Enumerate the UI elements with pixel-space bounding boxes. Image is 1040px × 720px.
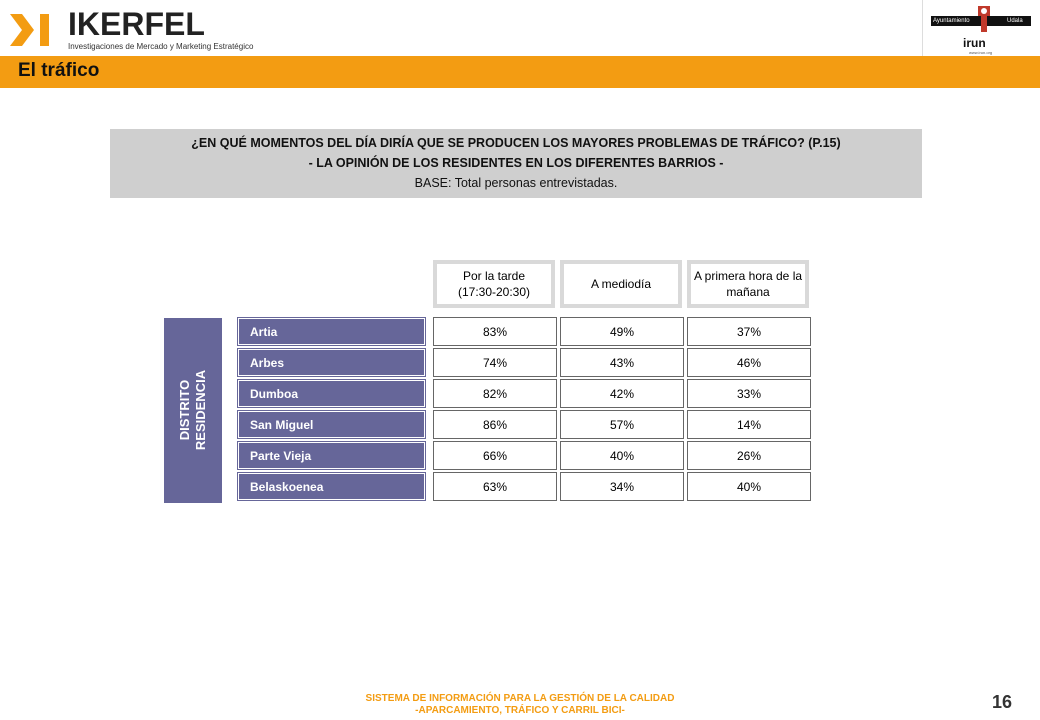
irun-logo [922, 0, 1040, 56]
column-header [687, 260, 809, 308]
irun-crest-icon [975, 4, 993, 34]
column-header [560, 260, 682, 308]
table-cell: 34% [560, 472, 684, 501]
row-label: Artia [238, 318, 425, 345]
table-cell: 86% [433, 410, 557, 439]
question-line-1: ¿EN QUÉ MOMENTOS DEL DÍA DIRÍA QUE SE PRODUCEN LOS MAYORES PROBLEMAS DE TRÁFICO? (P.15) [191, 136, 841, 150]
table-cell: 83% [433, 317, 557, 346]
question-box [110, 129, 922, 198]
group-label-line-1: DISTRITO [177, 379, 192, 441]
ikerfel-logo [8, 6, 254, 52]
table-cell: 43% [560, 348, 684, 377]
table-cell: 42% [560, 379, 684, 408]
ikerfel-arrow-icon [8, 10, 56, 50]
question-base: BASE: Total personas entrevistadas. [414, 176, 618, 190]
group-label-text [177, 370, 209, 450]
table-cell: 40% [687, 472, 811, 501]
column-header-label: A primera hora de la mañana [691, 264, 805, 304]
table-cell: 33% [687, 379, 811, 408]
footer-line-1: SISTEMA DE INFORMACIÓN PARA LA GESTIÓN DE LA CALIDAD [365, 693, 675, 704]
table-cell: 40% [560, 441, 684, 470]
brand-tagline: Investigaciones de Mercado y Marketing Estratégico [68, 42, 254, 51]
table-cell: 57% [560, 410, 684, 439]
row-label: Parte Vieja [238, 442, 425, 469]
table-cell: 66% [433, 441, 557, 470]
table-cell: 82% [433, 379, 557, 408]
page-title: El tráfico [18, 60, 100, 81]
column-header-label: A mediodía [564, 264, 678, 304]
row-label: Belaskoenea [238, 473, 425, 500]
row-label: Dumboa [238, 380, 425, 407]
brand-name: IKERFEL [68, 6, 205, 42]
table-cell: 26% [687, 441, 811, 470]
table-cell: 74% [433, 348, 557, 377]
table-cell: 14% [687, 410, 811, 439]
footer [300, 693, 740, 717]
footer-line-2: -APARCAMIENTO, TRÁFICO Y CARRIL BICI- [415, 705, 625, 716]
irun-logo-right-label: Udala [1007, 18, 1023, 24]
column-header [433, 260, 555, 308]
table-cell: 49% [560, 317, 684, 346]
group-label [164, 318, 222, 503]
section-title-band [0, 56, 1040, 88]
irun-logo-city: irun [963, 36, 986, 50]
row-label: San Miguel [238, 411, 425, 438]
table-cell: 37% [687, 317, 811, 346]
table-cell: 63% [433, 472, 557, 501]
irun-logo-left-label: Ayuntamiento [933, 18, 970, 24]
irun-logo-url: www.irun.org [969, 50, 993, 55]
table-cell: 46% [687, 348, 811, 377]
column-header-label: Por la tarde (17:30-20:30) [437, 264, 551, 304]
row-label: Arbes [238, 349, 425, 376]
group-label-line-2: RESIDENCIA [193, 369, 208, 451]
page-number: 16 [992, 692, 1013, 712]
question-line-2: - LA OPINIÓN DE LOS RESIDENTES EN LOS DIFERENTES BARRIOS - [308, 156, 724, 170]
